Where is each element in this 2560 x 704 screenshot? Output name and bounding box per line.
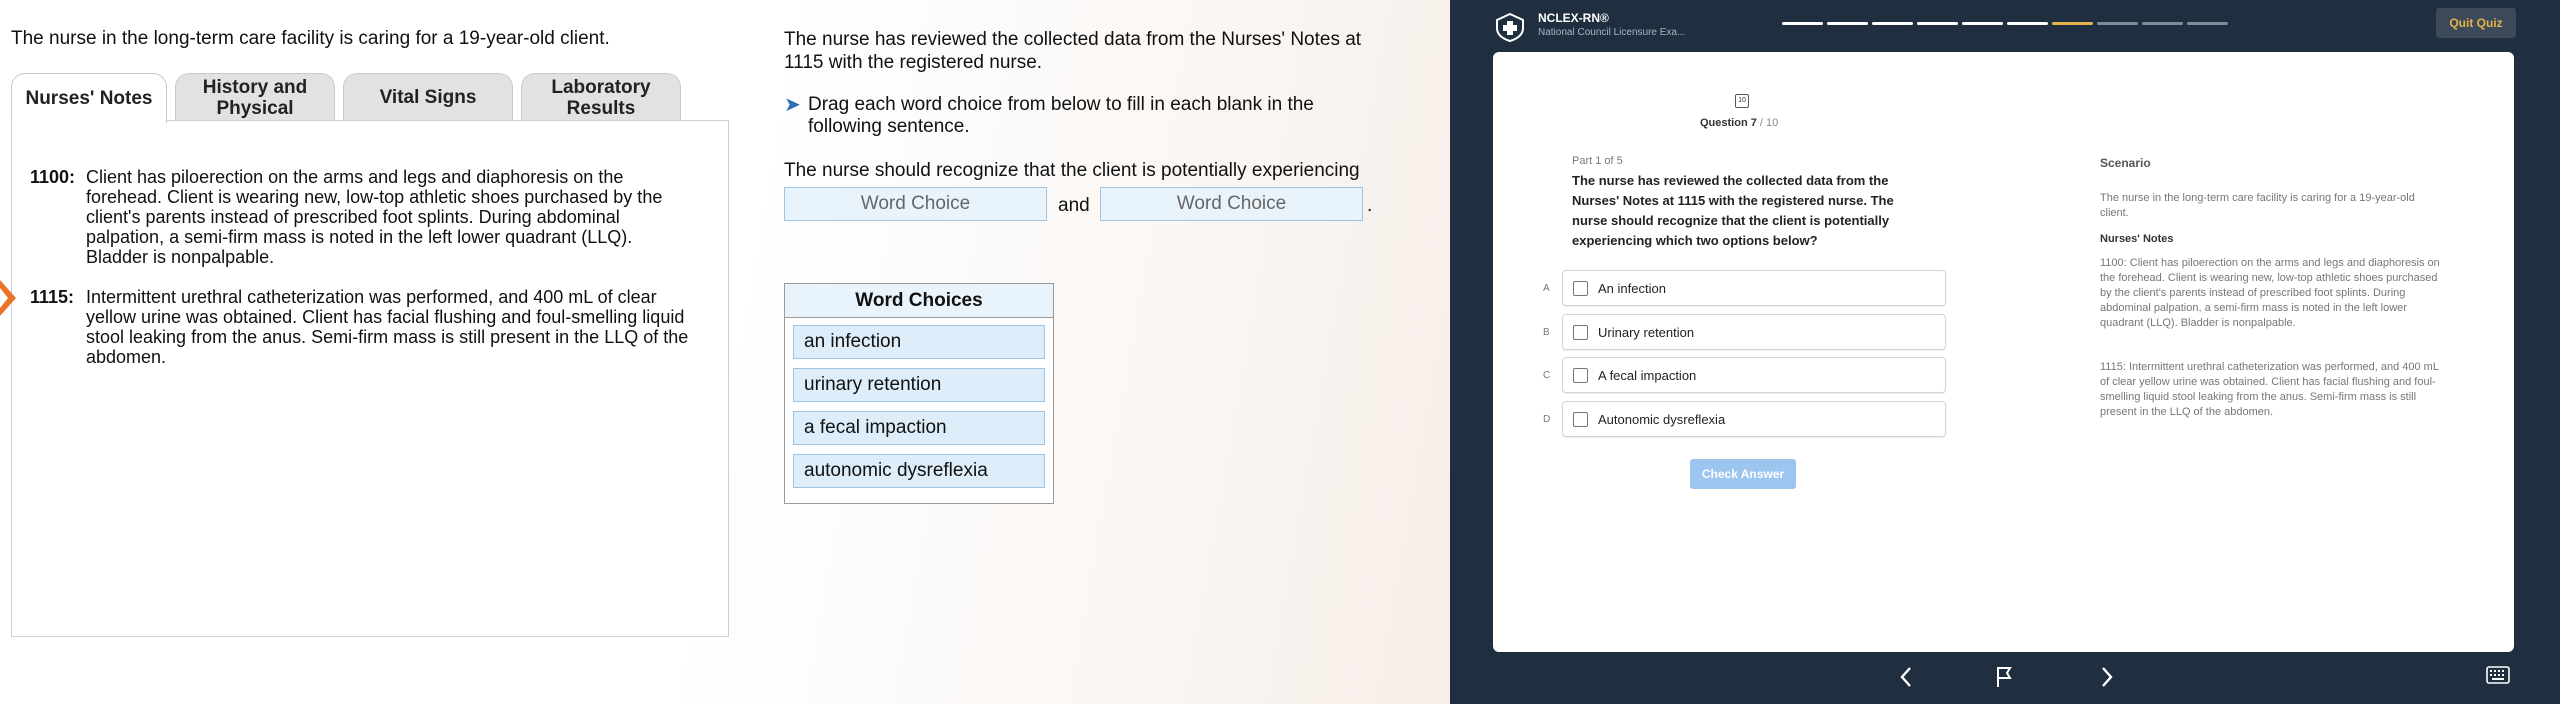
checkbox-icon[interactable] <box>1573 325 1588 340</box>
progress-segment <box>2142 22 2183 25</box>
chevron-right-icon <box>2100 666 2114 688</box>
note-entry <box>30 167 690 267</box>
word-choices-box <box>784 283 1054 504</box>
progress-segment <box>2187 22 2228 25</box>
question-progress-bar <box>1782 22 2228 25</box>
nurses-notes-panel <box>11 120 729 637</box>
keyboard-icon[interactable] <box>2486 666 2510 684</box>
conjunction: and <box>1058 195 1090 216</box>
question-counter <box>1700 117 1778 129</box>
option-label: Autonomic dysreflexia <box>1598 411 1726 427</box>
option-d[interactable] <box>1562 401 1946 437</box>
current-note-arrow-icon <box>0 280 16 316</box>
instruction <box>784 94 1344 138</box>
word-choice-item[interactable]: a fecal impaction <box>793 411 1045 445</box>
drop-zone-1[interactable]: Word Choice <box>784 187 1047 221</box>
scenario-note: 1115: Intermittent urethral catheterization was performed, and 400 mL of clear yellow urine was obtained. Client has facial flushing and foul-smelling liquid stool leaking from the anus. Semi-firm mass is still present in the LLQ of the abdomen. <box>2100 361 2439 418</box>
note-time: 1115: <box>30 287 75 307</box>
flag-question-button[interactable] <box>1991 664 2017 690</box>
sentence-period: . <box>1367 195 1373 216</box>
option-a[interactable] <box>1562 270 1946 306</box>
option-b[interactable] <box>1562 314 1946 350</box>
word-choice-item[interactable]: urinary retention <box>793 368 1045 402</box>
word-choice-item[interactable]: autonomic dysreflexia <box>793 454 1045 488</box>
note-text: Intermittent urethral catheterization was performed, and 400 mL of clear yellow urine was obtained. Client has facial flushing and foul-smelling liquid stool leaking from the anus. Semi-firm mass is still present in the LLQ of the abdomen. <box>86 287 689 367</box>
progress-segment <box>1962 22 2003 25</box>
option-letter: A <box>1543 283 1550 294</box>
note-time: 1100: <box>30 167 76 187</box>
check-answer-button[interactable]: Check Answer <box>1690 459 1796 489</box>
flag-icon <box>1995 666 2013 688</box>
progress-segment <box>1872 22 1913 25</box>
question-current: 7 <box>1750 117 1757 129</box>
quiz-app-window <box>1450 0 2560 704</box>
option-letter: D <box>1543 414 1551 425</box>
previous-question-button[interactable] <box>1893 664 1919 690</box>
quiz-app-panel <box>1450 0 2560 704</box>
progress-segment <box>2007 22 2048 25</box>
drop-zone-2[interactable]: Word Choice <box>1100 187 1363 221</box>
scenario-text: The nurse in the long-term care facility is caring for a 19-year-old client. <box>11 28 610 49</box>
tab-history-physical[interactable]: History and Physical <box>175 73 335 121</box>
note-entry <box>30 287 690 367</box>
scenario-subheading: Nurses' Notes <box>2100 233 2174 245</box>
quit-quiz-button[interactable]: Quit Quiz <box>2436 8 2516 38</box>
option-label: Urinary retention <box>1598 324 1695 340</box>
checkbox-icon[interactable] <box>1573 281 1588 296</box>
progress-segment <box>1917 22 1958 25</box>
question-total: / 10 <box>1759 117 1779 129</box>
question-sentence: The nurse should recognize that the client is potentially experiencing <box>784 160 1360 181</box>
option-label: A fecal impaction <box>1598 367 1697 383</box>
tab-vital-signs[interactable]: Vital Signs <box>343 73 513 121</box>
nclex-logo-icon <box>1493 12 1527 42</box>
tab-bar <box>11 73 681 123</box>
question-stem: The nurse has reviewed the collected data from the Nurses' Notes at 1115 with the registered nurse. The nurse should recognize that the client is potentially experiencing which two options below? <box>1572 173 1894 248</box>
tab-laboratory-results[interactable]: Laboratory Results <box>521 73 681 121</box>
question-label: Question <box>1700 117 1748 129</box>
note-text: Client has piloerection on the arms and legs and diaphoresis on the forehead. Client is wearing new, low-top athletic shoes purchased by the client's parents instead of prescribed foot splints. During abdominal palpation, a semi-firm mass is noted in the left lower quadrant (LLQ). Bladder is nonpalpable. <box>86 167 663 267</box>
progress-segment-current <box>2052 22 2093 25</box>
checkbox-icon[interactable] <box>1573 368 1588 383</box>
chevron-left-icon <box>1899 666 1913 688</box>
progress-segment <box>1827 22 1868 25</box>
question-card <box>1493 52 2514 652</box>
next-question-button[interactable] <box>2094 664 2120 690</box>
scenario-title: Scenario <box>2100 156 2151 170</box>
option-c[interactable] <box>1562 357 1946 393</box>
brand-title: NCLEX-RN® <box>1538 11 1609 25</box>
scenario-summary: The nurse in the long-term care facility is caring for a 19-year-old client. <box>2100 192 2415 219</box>
progress-segment <box>1782 22 1823 25</box>
question-number-icon: 10 <box>1735 94 1749 108</box>
progress-segment <box>2097 22 2138 25</box>
brand-subtitle: National Council Licensure Exa... <box>1538 27 1686 38</box>
option-label: An infection <box>1598 280 1666 296</box>
scenario-note: 1100: Client has piloerection on the arms and legs and diaphoresis on the forehead. Client is wearing new, low-top athletic shoes purchased by the client's parents instead of prescribed foot splints. During abdominal palpation, a semi-firm mass is noted in the left lower quadrant (LLQ). Bladder is nonpalpable. <box>2100 257 2440 329</box>
part-indicator: Part 1 of 5 <box>1572 155 1623 167</box>
question-intro: The nurse has reviewed the collected data from the Nurses' Notes at 1115 with the registered nurse. <box>784 29 1362 73</box>
option-letter: C <box>1543 370 1551 381</box>
word-choice-item[interactable]: an infection <box>793 325 1045 359</box>
tab-nurses-notes[interactable]: Nurses' Notes <box>11 73 167 123</box>
word-choices-header: Word Choices <box>785 284 1053 318</box>
option-letter: B <box>1543 327 1550 338</box>
instruction-text: Drag each word choice from below to fill in each blank in the following sentence. <box>808 94 1314 137</box>
checkbox-icon[interactable] <box>1573 412 1588 427</box>
arrow-right-icon: ➤ <box>784 94 801 116</box>
